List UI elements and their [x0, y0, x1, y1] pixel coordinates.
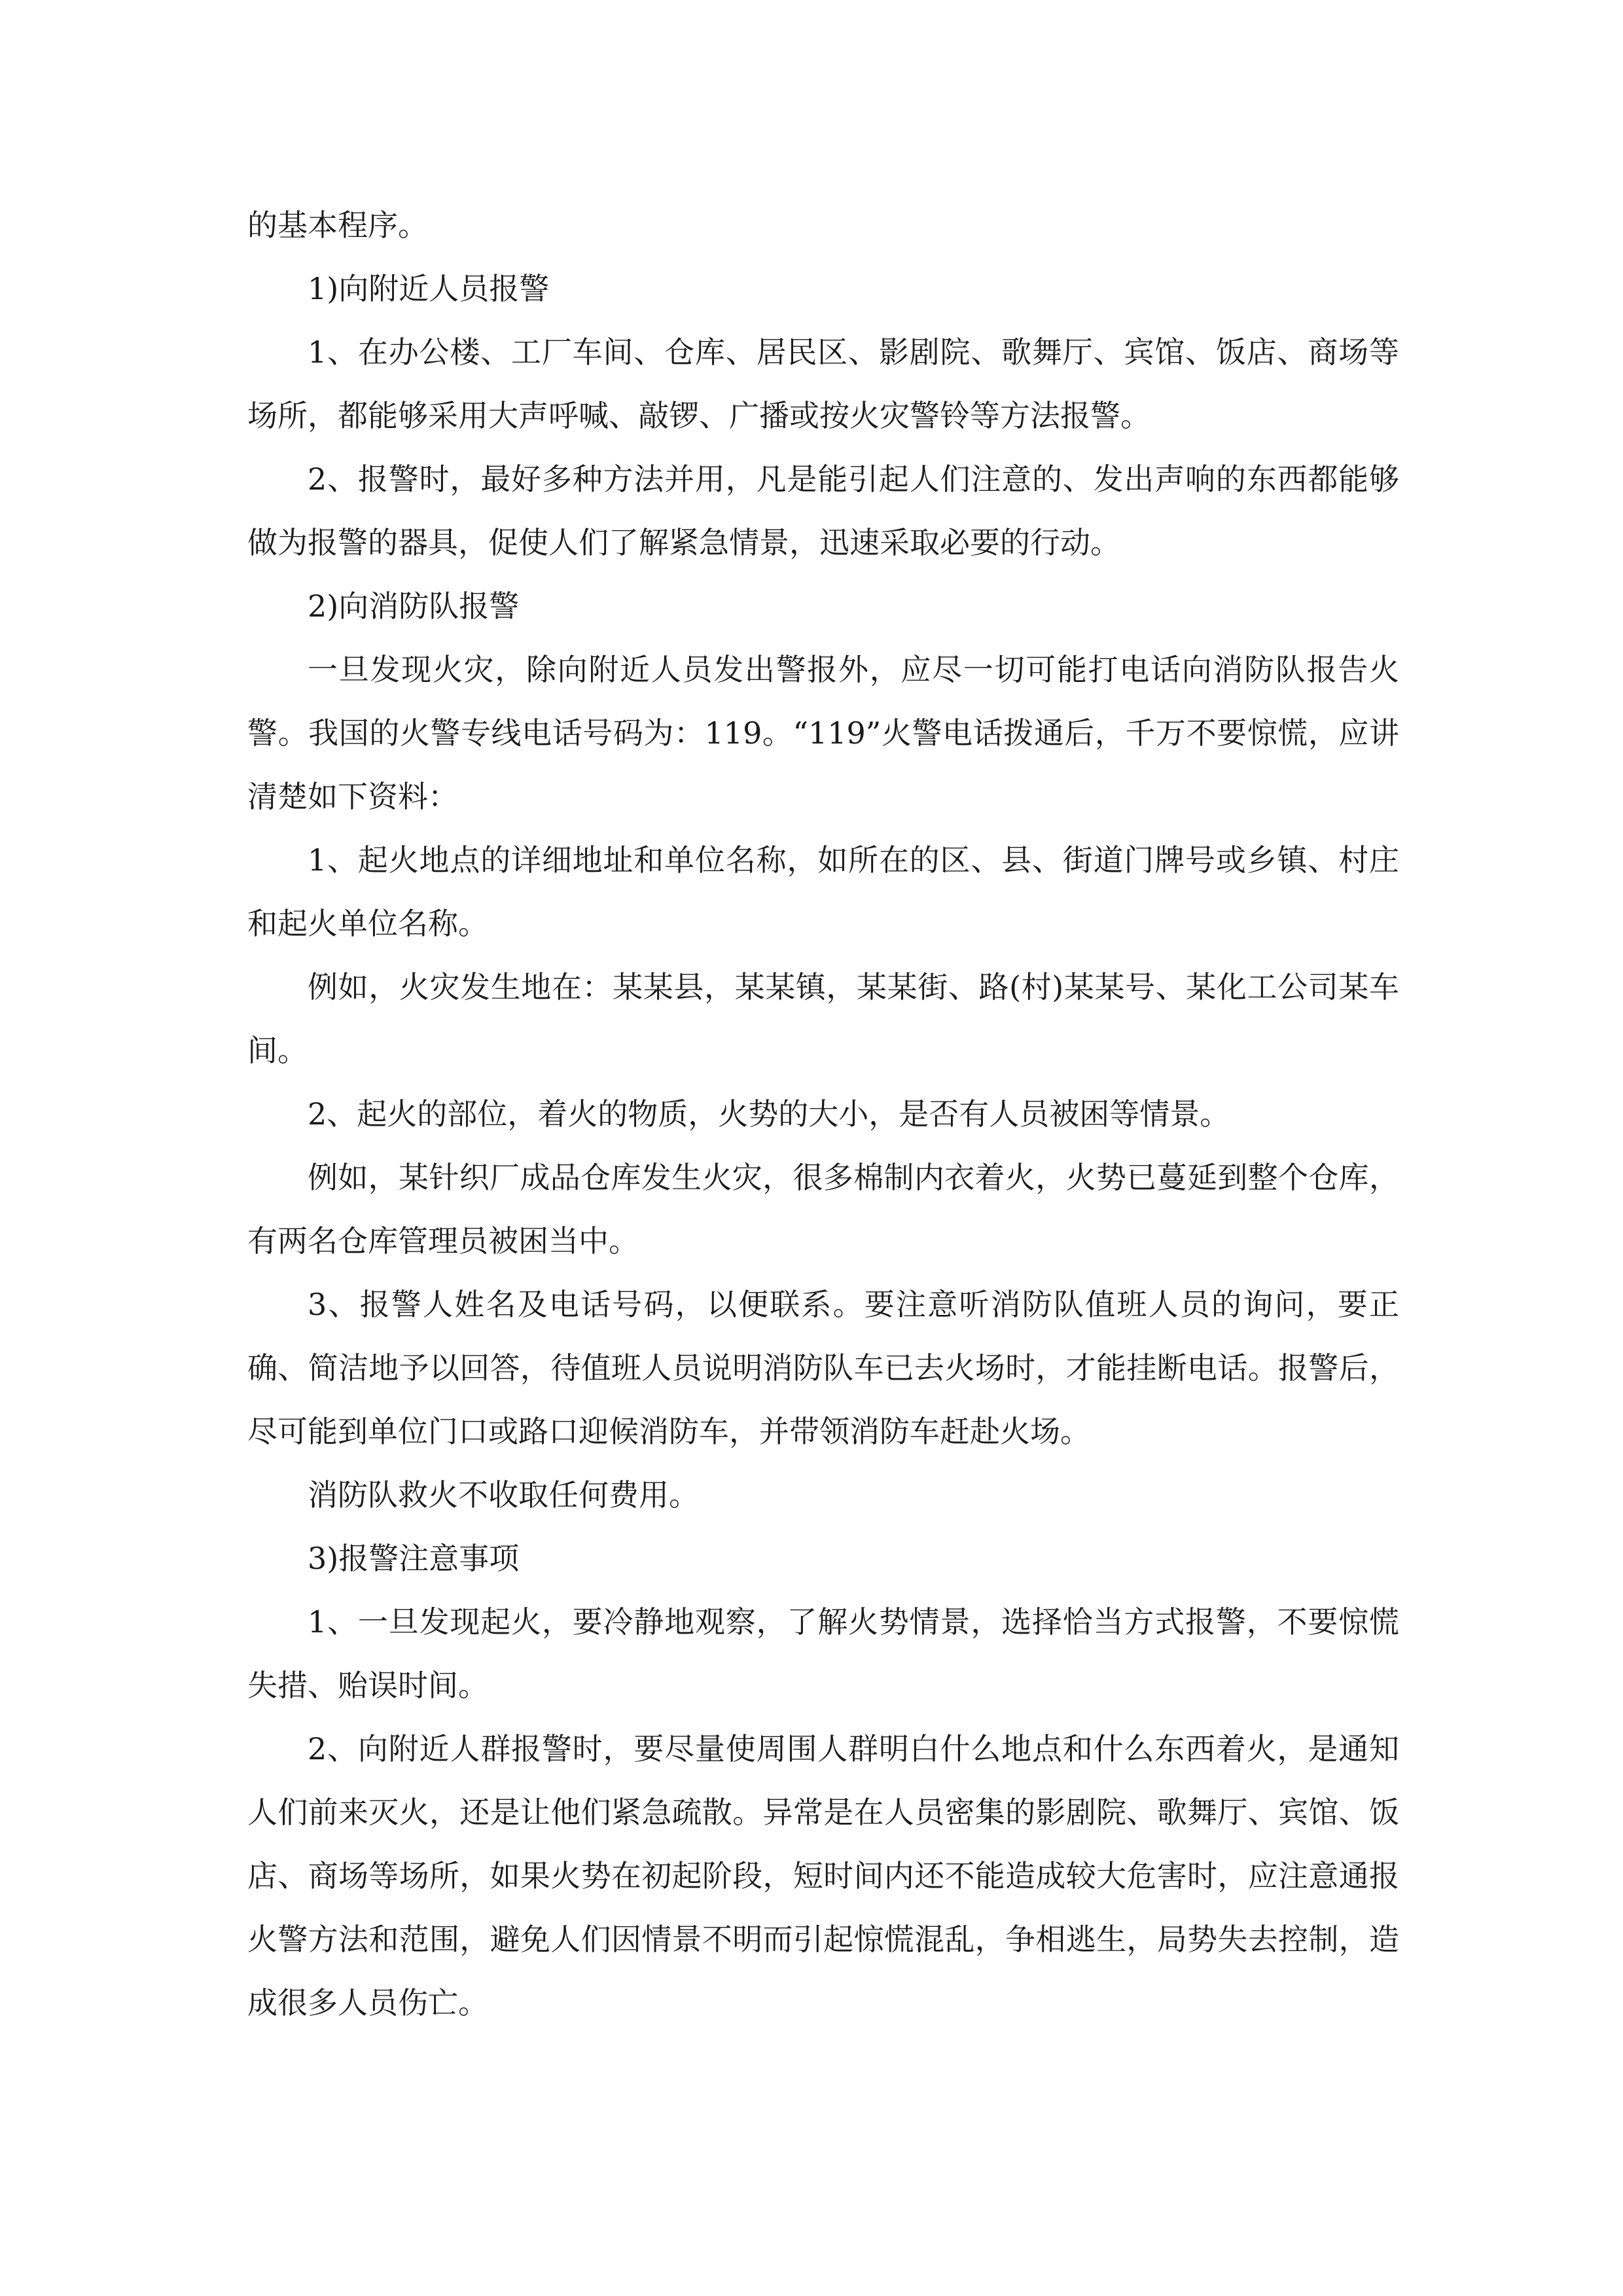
paragraph: 例如，火灾发生地在：某某县，某某镇，某某街、路(村)某某号、某化工公司某车间。: [247, 969, 1399, 1068]
section-heading-alarm-notes: 3)报警注意事项: [308, 1541, 520, 1576]
paragraph: 一旦发现火灾，除向附近人员发出警报外，应尽一切可能打电话向消防队报告火警。我国的火警专线电话号码为：119。“119”火警电话拨通后，千万不要惊慌，应讲清楚如下资料：: [247, 652, 1399, 814]
paragraph: 2、报警时，最好多种方法并用，凡是能引起人们注意的、发出声响的东西都能够做为报警的器具，促使人们了解紧急情景，迅速采取必要的行动。: [247, 461, 1399, 560]
paragraph-continuation: 的基本程序。: [247, 207, 428, 243]
paragraph: 1、起火地点的详细地址和单位名称，如所在的区、县、街道门牌号或乡镇、村庄和起火单位名称。: [247, 842, 1399, 941]
paragraph: 2、向附近人群报警时，要尽量使周围人群明白什么地点和什么东西着火，是通知人们前来灭火，还是让他们紧急疏散。异常是在人员密集的影剧院、歌舞厅、宾馆、饭店、商场等场所，如果火势在初起阶段，短时间内还不能造成较大危害时，应注意通报火警方法和范围，避免人们因情景不明而引起惊慌混乱，争相逃生，局势失去控制，造成很多人员伤亡。: [247, 1731, 1399, 2020]
section-heading-fire-brigade-alarm: 2)向消防队报警: [308, 588, 520, 624]
section-heading-nearby-alarm: 1)向附近人员报警: [308, 271, 550, 306]
document-body: [247, 194, 1399, 2035]
paragraph: 1、一旦发现起火，要冷静地观察，了解火势情景，选择恰当方式报警，不要惊慌失措、贻误时间。: [247, 1604, 1399, 1703]
paragraph: 3、报警人姓名及电话号码，以便联系。要注意听消防队值班人员的询问，要正确、简洁地予以回答，待值班人员说明消防队车已去火场时，才能挂断电话。报警后，尽可能到单位门口或路口迎候消防车，并带领消防车赶赴火场。: [247, 1287, 1399, 1449]
paragraph: 2、起火的部位，着火的物质，火势的大小，是否有人员被困等情景。: [308, 1096, 1230, 1132]
paragraph: 消防队救火不收取任何费用。: [308, 1477, 699, 1513]
paragraph: 1、在办公楼、工厂车间、仓库、居民区、影剧院、歌舞厅、宾馆、饭店、商场等场所，都能够采用大声呼喊、敲锣、广播或按火灾警铃等方法报警。: [247, 334, 1399, 433]
paragraph: 例如，某针织厂成品仓库发生火灾，很多棉制内衣着火，火势已蔓延到整个仓库，有两名仓库管理员被困当中。: [247, 1160, 1399, 1259]
